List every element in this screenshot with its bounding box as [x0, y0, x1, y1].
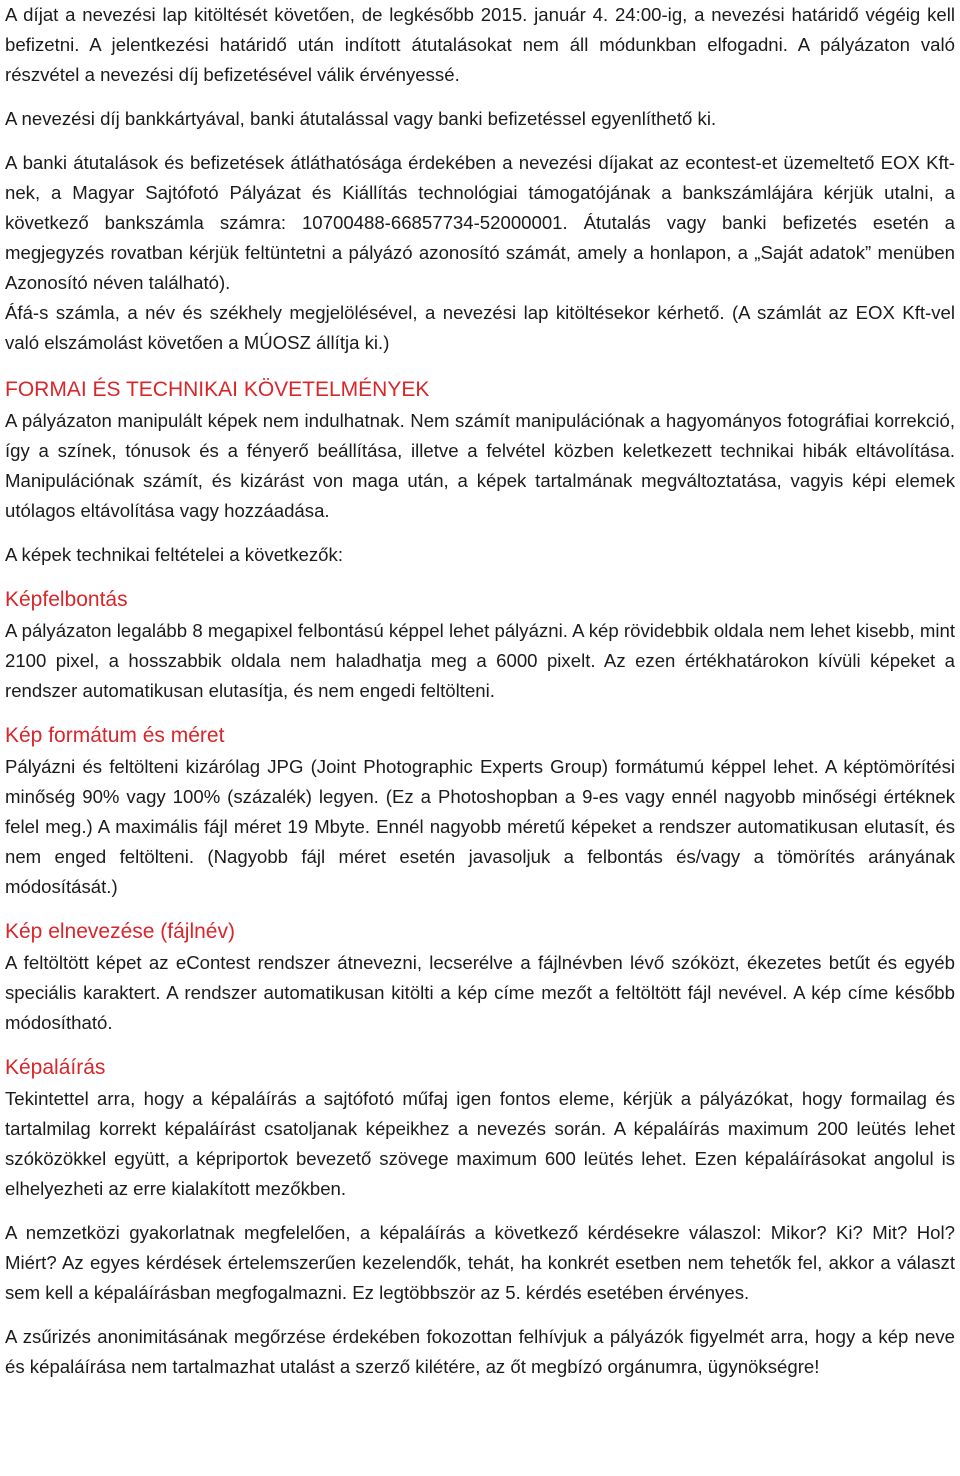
paragraph-format-size: Pályázni és feltölteni kizárólag JPG (Joint Photographic Experts Group) formátumú képpel lehet. A képtömörítési minőség 90% vagy 100% (százalék) legyen. (Ez a Photoshopban a 9-es vagy ennél nagyobb minőségi értéknek felel meg.) A maximális fájl méret 19 Mbyte. Ennél nagyobb méretű képeket a rendszer automatikusan elutasít, és nem enged feltölteni. (Nagyobb fájl méret esetén javasoljuk a felbontás és/vagy a tömörítés arányának módosítását.) — [5, 756, 955, 897]
document-page — [5, 0, 955, 1382]
paragraph-deadline: A díjat a nevezési lap kitöltését követően, de legkésőbb 2015. január 4. 24:00-ig, a nevezési határidő végéig kell befizetni. A jelentkezési határidő után indított átutalásokat nem áll módunkban elfogadni. A pályázaton való részvétel a nevezési díj befizetésével válik érvényessé. — [5, 4, 955, 85]
paragraph-resolution: A pályázaton legalább 8 megapixel felbontású képpel lehet pályázni. A kép rövidebbik oldala nem lehet kisebb, mint 2100 pixel, a hosszabbik oldala nem haladhatja meg a 6000 pixelt. Az ezen értékhatárokon kívüli képeket a rendszer automatikusan elutasítja, és nem engedi feltölteni. — [5, 620, 955, 701]
paragraph-technical-conditions-intro: A képek technikai feltételei a következők: — [5, 544, 343, 565]
heading-resolution: Képfelbontás — [5, 588, 128, 611]
paragraph-manipulation: A pályázaton manipulált képek nem indulhatnak. Nem számít manipulációnak a hagyományos fotográfiai korrekció, így a színek, tónusok és a fényerő beállítása, illetve a felvétel közben keletkezett technikai hibák eltávolítása. Manipulációnak számít, és kizárást von maga után, a képek tartalmának megváltoztatása, vagyis képi elemek utólagos eltávolítása vagy hozzáadása. — [5, 410, 955, 521]
heading-file-naming: Kép elnevezése (fájlnév) — [5, 920, 235, 943]
heading-format-size: Kép formátum és méret — [5, 724, 225, 747]
paragraph-bank-transfer: A banki átutalások és befizetések átláthatósága érdekében a nevezési díjakat az econtest-et üzemeltető EOX Kft-nek, a Magyar Sajtófotó Pályázat és Kiállítás technológiai támogatójának a bankszámlájára kérjük utalni, a következő bankszámla számra: 10700488-66857734-52000001. Átutalás vagy banki befizetés esetén a megjegyzés rovatban kérjük feltüntetni a pályázó azonosító számát, amely a honlapon, a „Saját adatok” menüben Azonosító néven található). — [5, 152, 955, 293]
paragraph-invoice: Áfá-s számla, a név és székhely megjelölésével, a nevezési lap kitöltésekor kérhető. (A számlát az EOX Kft-vel való elszámolást követően a MÚOSZ állítja ki.) — [5, 302, 955, 353]
paragraph-caption: Tekintettel arra, hogy a képaláírás a sajtófotó műfaj igen fontos eleme, kérjük a pályázókat, hogy formailag és tartalmilag korrekt képaláírást csatoljanak képeikhez a nevezés során. A képaláírás maximum 200 leütés lehet szóközökkel együtt, a képriportok bevezető szövege maximum 600 leütés lehet. Ezen képaláírásokat angolul is elhelyezheti az erre kialakított mezőkben. — [5, 1088, 955, 1199]
paragraph-file-naming: A feltöltött képet az eContest rendszer átnevezni, lecserélve a fájlnévben lévő szóközt, ékezetes betűt és egyéb speciális karaktert. A rendszer automatikusan kitölti a kép címe mezőt a feltöltött fájl nevével. A kép címe később módosítható. — [5, 952, 955, 1033]
heading-caption: Képaláírás — [5, 1056, 106, 1079]
paragraph-caption-questions: A nemzetközi gyakorlatnak megfelelően, a képaláírás a következő kérdésekre válaszol: Mikor? Ki? Mit? Hol? Miért? Az egyes kérdések értelemszerűen kezelendők, tehát, ha konkrét esetben nem tehetők fel, akkor a választ sem kell a képaláírásban megfogalmazni. Ez legtöbbször az 5. kérdés esetében érvényes. — [5, 1222, 955, 1303]
paragraph-payment-methods: A nevezési díj bankkártyával, banki átutalással vagy banki befizetéssel egyenlíthető ki. — [5, 108, 717, 129]
paragraph-anonymity: A zsűrizés anonimitásának megőrzése érdekében fokozottan felhívjuk a pályázók figyelmét arra, hogy a kép neve és képaláírása nem tartalmazhat utalást a szerző kilétére, az őt megbízó orgánumra, ügynökségre! — [5, 1326, 955, 1377]
heading-formal-technical-requirements: FORMAI ÉS TECHNIKAI KÖVETELMÉNYEK — [5, 378, 430, 401]
